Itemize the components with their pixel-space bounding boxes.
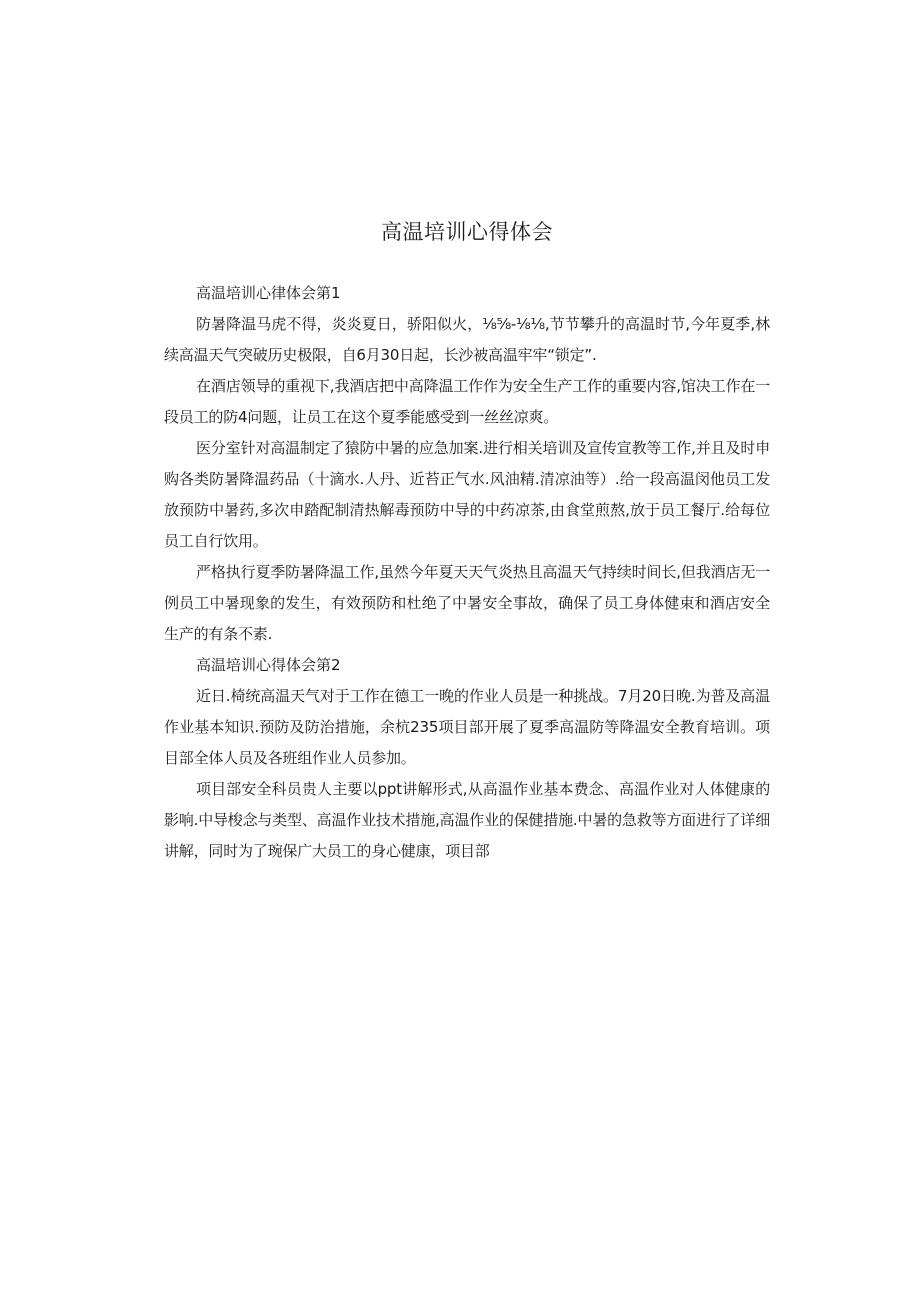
paragraph: 项目部安全科员贵人主要以ppt讲解形式,从高温作业基本费念、高温作业对人体健康的影响.中导梭念与类型、高温作业技术措施,高温作业的保健措施.中暑的急救等方面进行了详细讲解，同时为了琬保广大员工的身心健康，项目部 — [164, 780, 770, 860]
paragraph: 近日.椅统高温天气对于工作在德工一晚的作业人员是一种挑战。7月20日晚.为普及高温作业基本知识.预防及防治措施，余杭235项目部开展了夏季高温防等降温安全教育培训。项目部全体人员及各班组作业人员参加。 — [164, 687, 770, 767]
paragraph: 严格执行夏季防暑降温工作,虽然今年夏天天气炎热且高温天气持续时间长,但我酒店无一例员工中暑现象的发生，有效预防和杜绝了中暑安全事故，确保了员工身体健束和酒店安全生产的有条不素. — [164, 563, 770, 643]
paragraph: 在酒店领导的重视下,我酒店把中高降温工作作为安全生产工作的重要内容,馆决工作在一段员工的防4问题，让员工在这个夏季能感受到一丝丝凉爽。 — [164, 377, 770, 426]
section-1 — [164, 278, 770, 650]
document-title: 高温培训心得体会 — [381, 220, 553, 244]
document-page — [164, 216, 770, 867]
section-2 — [164, 650, 770, 867]
paragraph: 防暑降温马虎不得，炎炎夏日，骄阳似火，⅛⅝-⅛⅛,节节攀升的高温时节,今年夏季,林续高温天气突破历史极限，自6月30日起，长沙被高温牢牢“锁定”. — [164, 315, 770, 364]
section-heading: 高温培训心律体会第1 — [196, 284, 341, 302]
section-heading: 高温培训心得体会第2 — [196, 656, 341, 674]
paragraph: 医分室针对高温制定了猿防中暑的应急加案.进行相关培训及宣传宣教等工作,并且及时申购各类防暑降温药品（十滴水.人丹、近苔正气水.风油精.清凉油等）.给一段高温闵他员工发放预防中暑药,多次申踏配制清热解毒预防中导的中药凉茶,由食堂煎熬,放于员工餐厅.给每位员工自行饮用。 — [164, 439, 770, 550]
